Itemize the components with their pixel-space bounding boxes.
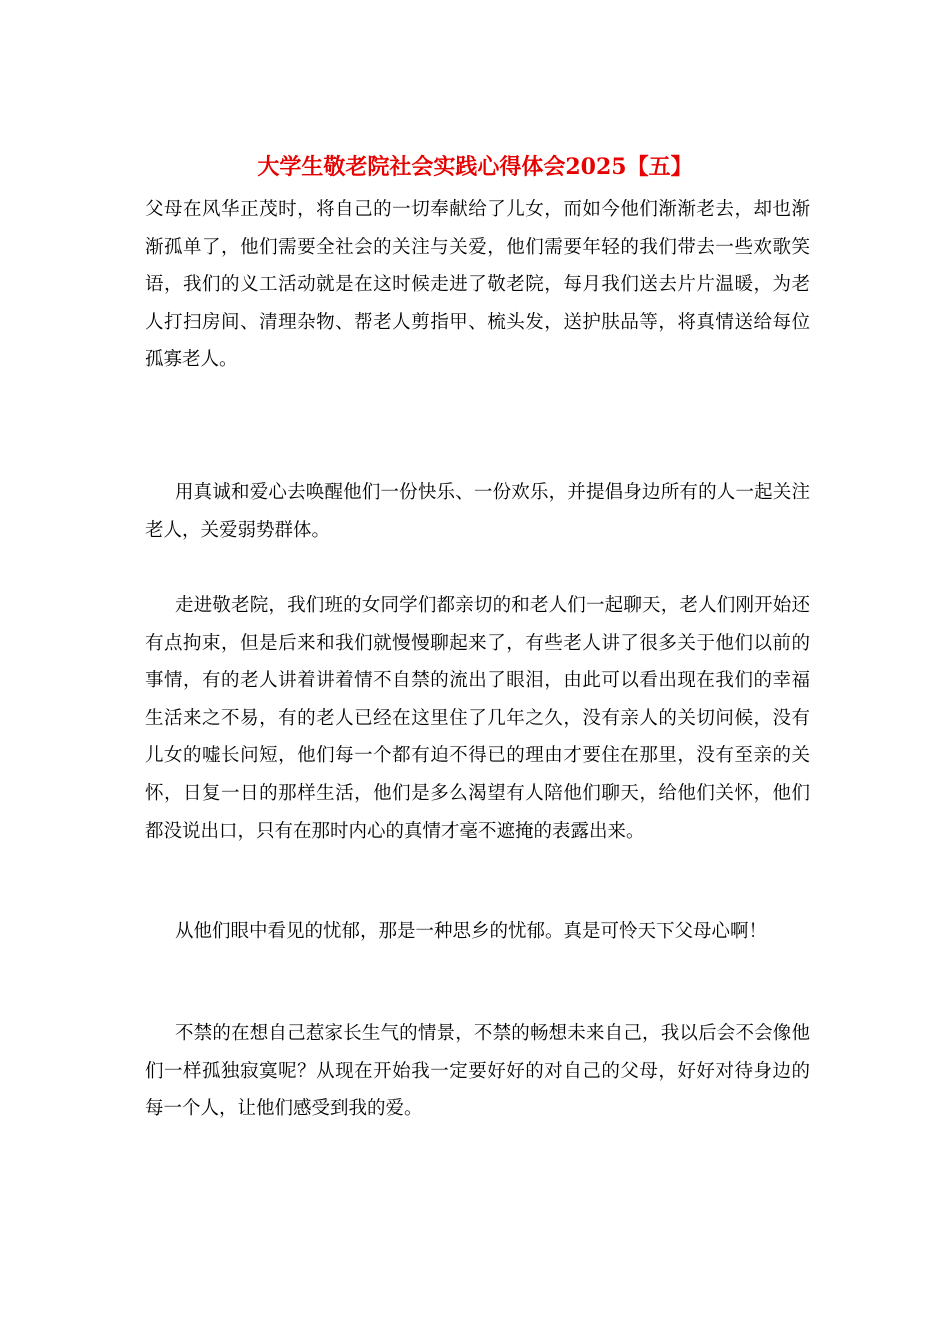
paragraph-2: 用真诚和爱心去唤醒他们一份快乐、一份欢乐，并提倡身边所有的人一起关注老人，关爱弱势群体。	[145, 482, 810, 541]
paragraph-1: 父母在风华正茂时，将自己的一切奉献给了儿女，而如今他们渐渐老去，却也渐渐孤单了，他们需要全社会的关注与关爱，他们需要年轻的我们带去一些欢歌笑语，我们的义工活动就是在这时候走进了敬老院，每月我们送去片片温暖，为老人打扫房间、清理杂物、帮老人剪指甲、梳头发，送护肤品等，将真情送给每位孤寡老人。	[145, 199, 810, 371]
paragraph-4: 从他们眼中看见的忧郁，那是一种思乡的忧郁。真是可怜天下父母心啊！	[175, 921, 768, 942]
paragraph-3: 走进敬老院，我们班的女同学们都亲切的和老人们一起聊天，老人们刚开始还有点拘束，但是后来和我们就慢慢聊起来了，有些老人讲了很多关于他们以前的事情，有的老人讲着讲着情不自禁的流出了眼泪，由此可以看出现在我们的幸福生活来之不易，有的老人已经在这里住了几年之久，没有亲人的关切问候，没有儿女的嘘长问短，他们每一个都有迫不得已的理由才要住在那里，没有至亲的关怀，日复一日的那样生活，他们是多么渴望有人陪他们聊天，给他们关怀，他们都没说出口，只有在那时内心的真情才毫不遮掩的表露出来。	[145, 595, 810, 842]
paragraph-5: 不禁的在想自己惹家长生气的情景，不禁的畅想未来自己，我以后会不会像他们一样孤独寂寞呢？从现在开始我一定要好好的对自己的父母，好好对待身边的每一个人，让他们感受到我的爱。	[145, 1023, 810, 1120]
document-title: 大学生敬老院社会实践心得体会2025【五】	[257, 154, 693, 180]
